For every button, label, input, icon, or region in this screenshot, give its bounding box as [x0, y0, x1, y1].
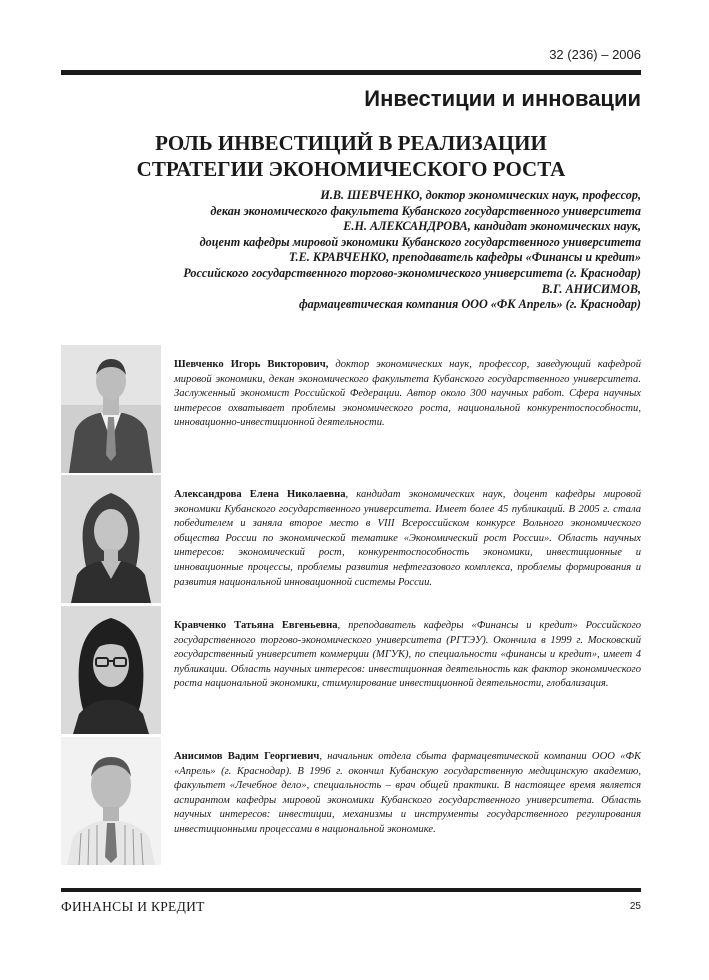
journal-name: ФИНАНСЫ И КРЕДИТ: [61, 899, 205, 914]
header-rule: [61, 70, 641, 75]
author-bio-description: , преподаватель кафедры «Финансы и кредит» Российского государственного торгово-экономического университета (РГТЭУ). Окончила в 1999 г. Московский государственный университет коммерции (МГУК), по специальности «финансы и кредит», имеет 4 публикации. Область научных интересов: инвестиционная деятельность как фактор экономического роста национальной экономики, стимулирование инвестиционной деятельности, глобализация.: [174, 620, 641, 690]
article-title-line: СТРАТЕГИИ ЭКОНОМИЧЕСКОГО РОСТА: [136, 157, 566, 181]
author-photo: [61, 737, 161, 865]
author-photo: [61, 345, 161, 473]
section-title: Инвестиции и инновации: [364, 86, 641, 111]
author-bio-name: Александрова Елена Николаевна: [174, 489, 346, 500]
author-bio-description: , кандидат экономических наук, доцент кафедры мировой экономики Кубанского государственного университета. Имеет более 45 публикаций. В 2005 г. стала победителем и заняла второе место в VIII Всероссийском конкурсе Вольного экономического общества России по экономической тематике «Экономический рост России». Область научных интересов: экономический рост, конкурентоспособность экономики, инвестиционные и инновационные процессы, проблемы развития нефтегазового комплекса, проблемы формирования и развития национальной инновационной системы России.: [174, 489, 641, 588]
author-line: декан экономического факультета Кубанского государственного университета: [210, 203, 641, 218]
author-bio-name: Кравченко Татьяна Евгеньевна: [174, 620, 338, 631]
author-bio-text: [174, 358, 641, 431]
article-title: [61, 130, 641, 182]
issue-number: 32 (236) – 2006: [549, 47, 641, 62]
author-bio-description: , начальник отдела сбыта фармацевтической компании ООО «ФК «Апрель» (г. Краснодар). В 1996 г. окончил Кубанскую государственную медицинскую академию, факультет «Лечебное дело», специальность – врач общей практики. В настоящее время является аспирантом кафедры мировой экономики Кубанского государственного университета. Область научных интересов: инвестиции, механизмы и инструменты государственного регулирования инвестиционными процессами в национальной экономике.: [174, 751, 642, 835]
author-bio-name: Шевченко Игорь Викторович,: [174, 359, 329, 370]
footer-rule: [61, 888, 641, 892]
author-line: Российского государственного торгово-экономического университета (г. Краснодар): [183, 265, 641, 280]
author-list: [41, 188, 641, 313]
author-line: И.В. ШЕВЧЕНКО, доктор экономических наук, профессор,: [320, 188, 641, 202]
author-line: фармацевтическая компания ООО «ФК Апрель» (г. Краснодар): [298, 297, 641, 312]
author-bio-text: [174, 619, 641, 692]
author-line: доцент кафедры мировой экономики Кубанского государственного университета: [199, 234, 641, 249]
author-photo: [61, 606, 161, 734]
author-bio-text: [174, 750, 641, 838]
author-line: В.Г. АНИСИМОВ,: [541, 281, 641, 296]
author-bio-description: доктор экономических наук, профессор, заведующий кафедрой мировой экономики, декан экономического факультета Кубанского государственного университета. Заслуженный экономист Российской Федерации. Автор около 300 научных работ. Сфера научных интересов охватывает проблемы экономического роста, национальной конкурентоспособности, инновационно-инвестиционной деятельности.: [174, 359, 642, 429]
author-line: Е.Н. АЛЕКСАНДРОВА, кандидат экономических наук,: [343, 219, 641, 234]
author-line: Т.Е. КРАВЧЕНКО, преподаватель кафедры «Финансы и кредит»: [288, 250, 641, 265]
author-photo: [61, 475, 161, 603]
page-number: 25: [629, 901, 641, 912]
article-title-line: РОЛЬ ИНВЕСТИЦИЙ В РЕАЛИЗАЦИИ: [155, 131, 547, 155]
author-bio-text: [174, 488, 641, 590]
author-bio-name: Анисимов Вадим Георгиевич: [174, 751, 320, 762]
